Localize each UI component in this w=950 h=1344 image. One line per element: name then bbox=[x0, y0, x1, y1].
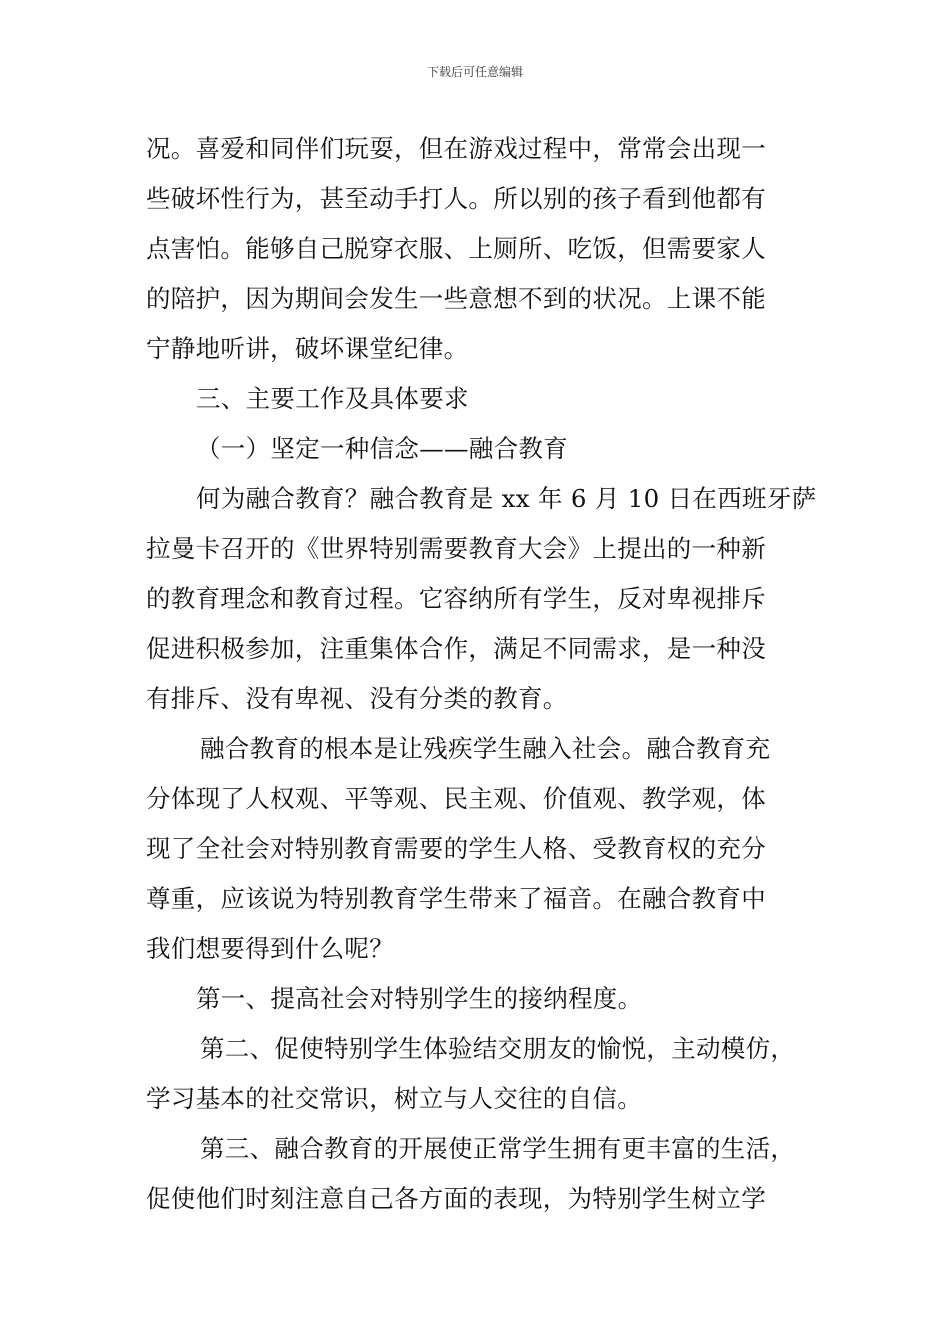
text-line: 融合教育的根本是让残疾学生融入社会。融合教育充 bbox=[200, 734, 771, 763]
text-line: 第二、促使特别学生体验结交朋友的愉悦，主动模仿， bbox=[200, 1034, 796, 1063]
text-line: 拉曼卡召开的《世界特别需要教育大会》上提出的一种新 bbox=[146, 534, 766, 563]
page-header: 下载后可任意编辑 bbox=[426, 65, 523, 79]
text-line: 的陪护，因为期间会发生一些意想不到的状况。上课不能 bbox=[146, 284, 766, 313]
text-line: 有排斥、没有卑视、没有分类的教育。 bbox=[146, 684, 568, 713]
text-line: 促使他们时刻注意自己各方面的表现，为特别学生树立学 bbox=[146, 1184, 766, 1213]
text-line: 况。喜爱和同伴们玩耍，但在游戏过程中，常常会出现一 bbox=[146, 134, 766, 163]
text-line: 何为融合教育？融合教育是 xx 年 6 月 10 日在西班牙萨 bbox=[196, 484, 817, 513]
text-line: 我们想要得到什么呢？ bbox=[146, 934, 394, 963]
text-line: 现了全社会对特别教育需要的学生人格、受教育权的充分 bbox=[146, 834, 766, 863]
section-heading: 三、主要工作及具体要求 bbox=[196, 384, 469, 413]
text-line: 宁静地听讲，破坏课堂纪律。 bbox=[146, 334, 469, 363]
text-line: 分体现了人权观、平等观、民主观、价值观、教学观，体 bbox=[146, 784, 766, 813]
text-line: 第一、提高社会对特别学生的接纳程度。 bbox=[196, 984, 643, 1013]
subsection-heading: （一）坚定一种信念——融合教育 bbox=[196, 434, 568, 463]
text-line: 学习基本的社交常识，树立与人交往的自信。 bbox=[146, 1084, 642, 1113]
text-line: 尊重，应该说为特别教育学生带来了福音。在融合教育中 bbox=[146, 884, 766, 913]
text-line: 点害怕。能够自己脱穿衣服、上厕所、吃饭，但需要家人 bbox=[146, 234, 766, 263]
text-line: 些破坏性行为，甚至动手打人。所以别的孩子看到他都有 bbox=[146, 184, 766, 213]
text-line: 第三、融合教育的开展使正常学生拥有更丰富的生活， bbox=[200, 1134, 796, 1163]
text-line: 促进积极参加，注重集体合作，满足不同需求，是一种没 bbox=[146, 634, 766, 663]
text-line: 的教育理念和教育过程。它容纳所有学生，反对卑视排斥 bbox=[146, 584, 766, 613]
